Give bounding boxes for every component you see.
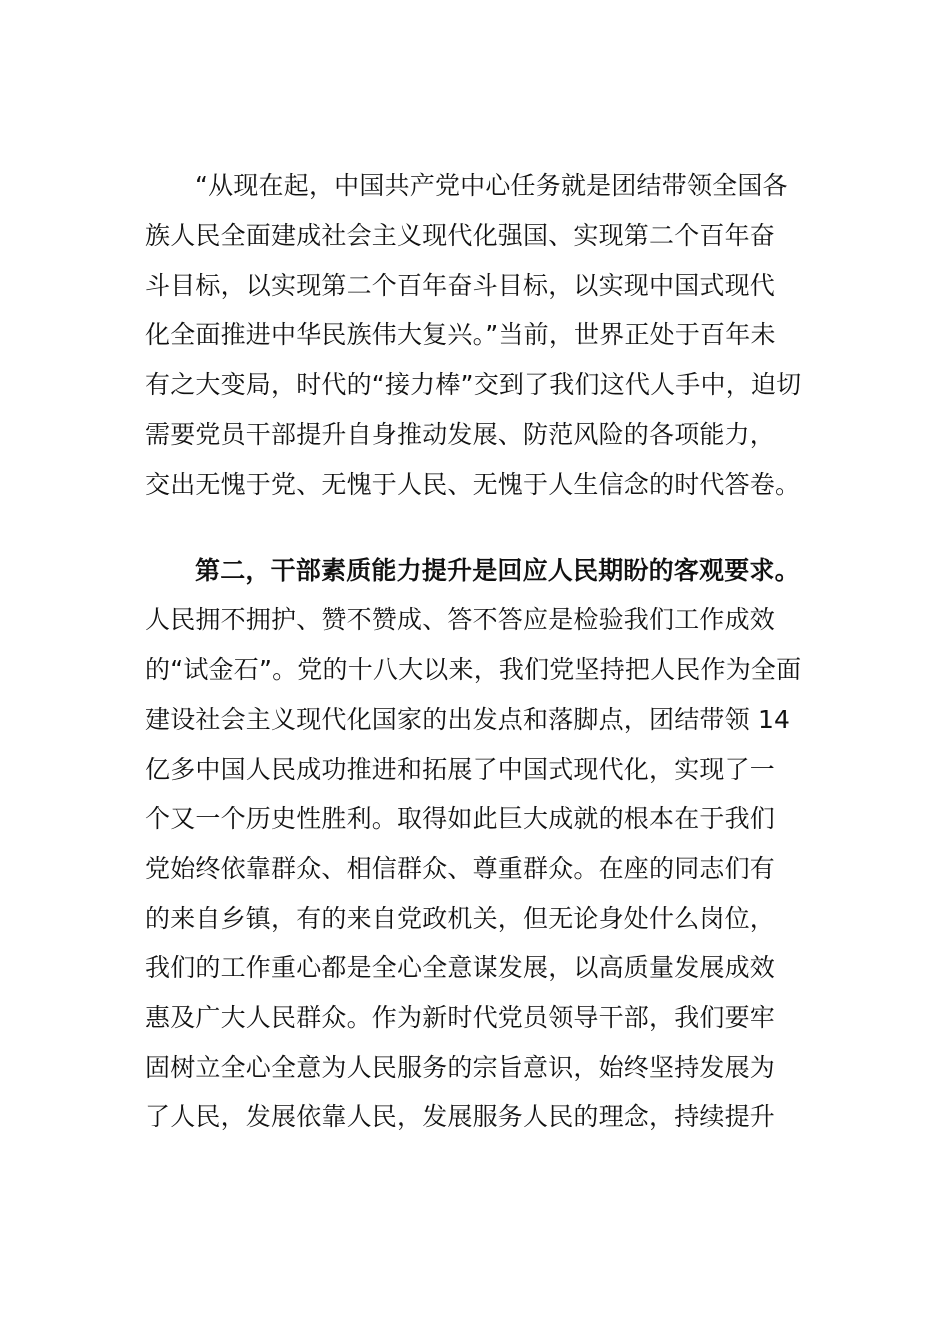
paragraph-2-line: 的来自乡镇，有的来自党政机关，但无论身处什么岗位， xyxy=(145,904,776,933)
paragraph-1-line: 化全面推进中华民族伟大复兴。”当前，世界正处于百年未 xyxy=(145,320,776,349)
paragraph-2-line: 了人民，发展依靠人民，发展服务人民的理念，持续提升 xyxy=(145,1102,776,1131)
paragraph-1-line: 有之大变局，时代的“接力棒”交到了我们这代人手中，迫切 xyxy=(145,370,802,399)
paragraph-2-line: 惠及广大人民群众。作为新时代党员领导干部，我们要牢 xyxy=(145,1003,776,1032)
paragraph-2-line: 亿多中国人民成功推进和拓展了中国式现代化，实现了一 xyxy=(145,755,776,784)
paragraph-2-heading: 第二，干部素质能力提升是回应人民期盼的客观要求。 xyxy=(195,556,800,585)
paragraph-2-line: 党始终依靠群众、相信群众、尊重群众。在座的同志们有 xyxy=(145,854,776,883)
paragraph-1-line: 斗目标，以实现第二个百年奋斗目标，以实现中国式现代 xyxy=(145,271,776,300)
paragraph-1-line: “从现在起，中国共产党中心任务就是团结带领全国各 xyxy=(195,171,788,200)
paragraph-2-line: 建设社会主义现代化国家的出发点和落脚点，团结带领 14 xyxy=(145,705,791,734)
paragraph-2-line: 的“试金石”。党的十八大以来，我们党坚持把人民作为全面 xyxy=(145,655,802,684)
paragraph-1-line: 族人民全面建成社会主义现代化强国、实现第二个百年奋 xyxy=(145,221,776,250)
paragraph-2-line: 人民拥不拥护、赞不赞成、答不答应是检验我们工作成效 xyxy=(145,605,776,634)
paragraph-1-line: 需要党员干部提升自身推动发展、防范风险的各项能力， xyxy=(145,420,776,449)
paragraph-2-line: 我们的工作重心都是全心全意谋发展，以高质量发展成效 xyxy=(145,953,776,982)
paragraph-1-line: 交出无愧于党、无愧于人民、无愧于人生信念的时代答卷。 xyxy=(145,470,801,499)
paragraph-2-line: 个又一个历史性胜利。取得如此巨大成就的根本在于我们 xyxy=(145,804,776,833)
paragraph-2-line: 固树立全心全意为人民服务的宗旨意识，始终坚持发展为 xyxy=(145,1053,776,1082)
